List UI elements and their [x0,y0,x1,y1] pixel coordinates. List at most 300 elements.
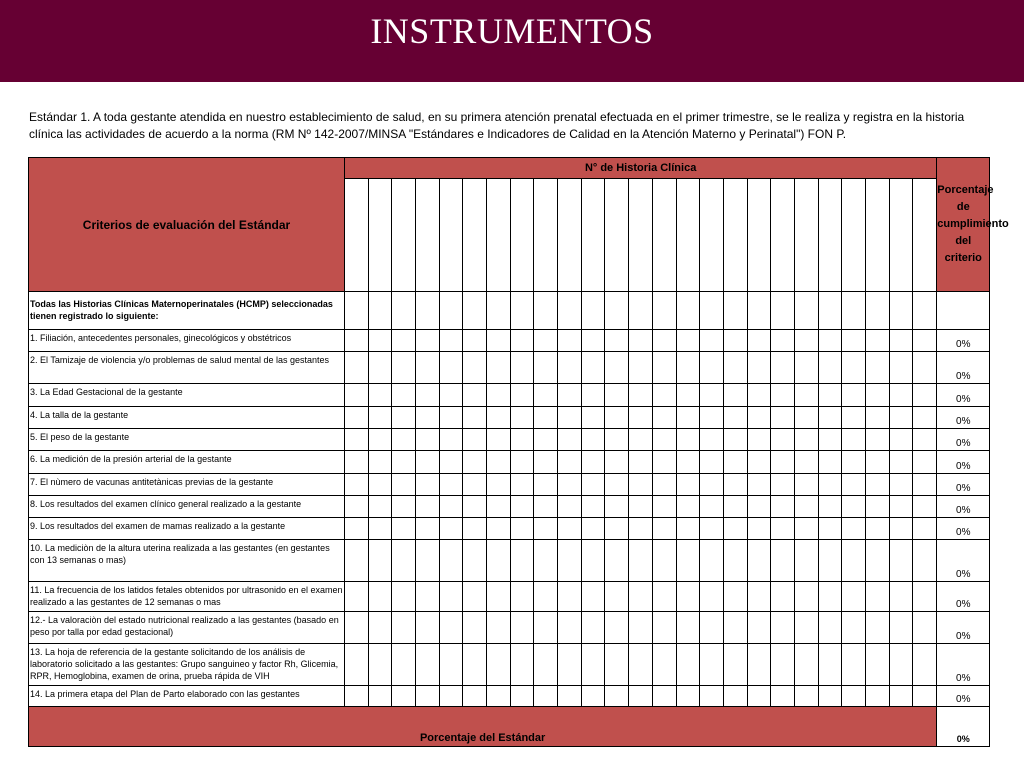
history-check-cell[interactable] [582,540,605,582]
history-check-cell[interactable] [487,582,511,612]
history-check-cell[interactable] [748,540,771,582]
history-check-cell[interactable] [748,644,771,686]
history-check-cell[interactable] [558,292,582,330]
history-check-cell[interactable] [890,451,913,474]
history-check-cell[interactable] [369,612,392,644]
history-check-cell[interactable] [534,407,558,429]
history-check-cell[interactable] [582,518,605,540]
history-check-cell[interactable] [700,451,724,474]
history-check-cell[interactable] [866,451,890,474]
history-check-cell[interactable] [463,407,487,429]
history-check-cell[interactable] [700,384,724,407]
history-check-cell[interactable] [724,644,748,686]
history-number-cell[interactable] [819,179,842,292]
history-check-cell[interactable] [605,644,629,686]
history-number-cell[interactable] [605,179,629,292]
history-check-cell[interactable] [605,582,629,612]
history-check-cell[interactable] [487,451,511,474]
history-check-cell[interactable] [558,352,582,384]
history-check-cell[interactable] [558,474,582,496]
history-check-cell[interactable] [534,292,558,330]
history-check-cell[interactable] [534,612,558,644]
history-number-cell[interactable] [440,179,463,292]
history-check-cell[interactable] [795,451,819,474]
history-check-cell[interactable] [866,384,890,407]
history-check-cell[interactable] [440,582,463,612]
history-check-cell[interactable] [724,384,748,407]
history-check-cell[interactable] [819,407,842,429]
history-check-cell[interactable] [795,644,819,686]
history-check-cell[interactable] [487,352,511,384]
history-check-cell[interactable] [913,540,937,582]
history-check-cell[interactable] [724,496,748,518]
history-check-cell[interactable] [890,352,913,384]
history-check-cell[interactable] [534,384,558,407]
history-check-cell[interactable] [534,496,558,518]
history-check-cell[interactable] [653,612,677,644]
history-check-cell[interactable] [748,474,771,496]
history-check-cell[interactable] [558,330,582,352]
history-check-cell[interactable] [392,292,416,330]
history-check-cell[interactable] [629,352,653,384]
history-check-cell[interactable] [345,292,369,330]
history-check-cell[interactable] [629,686,653,707]
history-number-cell[interactable] [700,179,724,292]
history-check-cell[interactable] [511,352,534,384]
history-check-cell[interactable] [653,292,677,330]
history-check-cell[interactable] [913,292,937,330]
history-check-cell[interactable] [558,644,582,686]
history-check-cell[interactable] [629,540,653,582]
history-check-cell[interactable] [345,644,369,686]
history-check-cell[interactable] [842,540,866,582]
history-check-cell[interactable] [677,330,700,352]
history-check-cell[interactable] [677,352,700,384]
history-check-cell[interactable] [771,407,795,429]
history-check-cell[interactable] [463,474,487,496]
history-check-cell[interactable] [795,407,819,429]
history-number-cell[interactable] [416,179,440,292]
history-check-cell[interactable] [842,644,866,686]
history-check-cell[interactable] [534,330,558,352]
history-check-cell[interactable] [653,582,677,612]
history-check-cell[interactable] [677,540,700,582]
history-check-cell[interactable] [748,496,771,518]
history-check-cell[interactable] [890,518,913,540]
history-check-cell[interactable] [345,352,369,384]
history-check-cell[interactable] [842,582,866,612]
history-check-cell[interactable] [677,496,700,518]
history-check-cell[interactable] [913,612,937,644]
history-number-cell[interactable] [748,179,771,292]
history-check-cell[interactable] [700,407,724,429]
history-check-cell[interactable] [653,496,677,518]
history-check-cell[interactable] [724,407,748,429]
history-check-cell[interactable] [463,451,487,474]
history-check-cell[interactable] [724,451,748,474]
history-check-cell[interactable] [605,518,629,540]
history-check-cell[interactable] [795,518,819,540]
history-check-cell[interactable] [771,330,795,352]
history-check-cell[interactable] [653,518,677,540]
history-check-cell[interactable] [724,352,748,384]
history-check-cell[interactable] [392,540,416,582]
history-check-cell[interactable] [392,644,416,686]
history-number-cell[interactable] [511,179,534,292]
history-check-cell[interactable] [866,352,890,384]
history-check-cell[interactable] [345,407,369,429]
history-check-cell[interactable] [605,451,629,474]
history-number-cell[interactable] [369,179,392,292]
history-check-cell[interactable] [677,451,700,474]
history-check-cell[interactable] [700,429,724,451]
history-check-cell[interactable] [866,429,890,451]
history-check-cell[interactable] [511,474,534,496]
history-check-cell[interactable] [913,582,937,612]
history-check-cell[interactable] [369,330,392,352]
history-number-cell[interactable] [582,179,605,292]
history-number-cell[interactable] [392,179,416,292]
history-check-cell[interactable] [866,686,890,707]
history-check-cell[interactable] [440,540,463,582]
history-check-cell[interactable] [345,686,369,707]
history-check-cell[interactable] [748,384,771,407]
history-check-cell[interactable] [724,686,748,707]
history-check-cell[interactable] [369,518,392,540]
history-check-cell[interactable] [605,352,629,384]
history-check-cell[interactable] [819,292,842,330]
history-check-cell[interactable] [463,612,487,644]
history-check-cell[interactable] [392,474,416,496]
history-check-cell[interactable] [369,451,392,474]
history-check-cell[interactable] [629,292,653,330]
history-check-cell[interactable] [605,407,629,429]
history-check-cell[interactable] [819,612,842,644]
history-check-cell[interactable] [369,384,392,407]
history-check-cell[interactable] [795,384,819,407]
history-check-cell[interactable] [653,407,677,429]
history-check-cell[interactable] [890,582,913,612]
history-check-cell[interactable] [913,451,937,474]
history-check-cell[interactable] [653,330,677,352]
history-check-cell[interactable] [534,429,558,451]
history-check-cell[interactable] [819,686,842,707]
history-check-cell[interactable] [534,644,558,686]
history-check-cell[interactable] [677,429,700,451]
history-check-cell[interactable] [890,474,913,496]
history-check-cell[interactable] [416,384,440,407]
history-check-cell[interactable] [677,384,700,407]
history-check-cell[interactable] [819,352,842,384]
history-check-cell[interactable] [771,496,795,518]
history-check-cell[interactable] [771,384,795,407]
history-check-cell[interactable] [913,384,937,407]
history-check-cell[interactable] [653,352,677,384]
history-check-cell[interactable] [866,518,890,540]
history-check-cell[interactable] [369,540,392,582]
history-check-cell[interactable] [819,429,842,451]
history-check-cell[interactable] [700,292,724,330]
history-check-cell[interactable] [819,330,842,352]
history-check-cell[interactable] [771,429,795,451]
history-check-cell[interactable] [392,352,416,384]
history-check-cell[interactable] [842,407,866,429]
history-check-cell[interactable] [653,644,677,686]
history-check-cell[interactable] [558,582,582,612]
history-check-cell[interactable] [890,612,913,644]
history-check-cell[interactable] [842,429,866,451]
history-check-cell[interactable] [392,496,416,518]
history-check-cell[interactable] [842,496,866,518]
history-check-cell[interactable] [463,429,487,451]
history-number-cell[interactable] [866,179,890,292]
history-check-cell[interactable] [558,407,582,429]
history-check-cell[interactable] [487,407,511,429]
history-check-cell[interactable] [819,540,842,582]
history-check-cell[interactable] [369,429,392,451]
history-check-cell[interactable] [629,384,653,407]
history-check-cell[interactable] [771,474,795,496]
history-check-cell[interactable] [629,644,653,686]
history-check-cell[interactable] [748,686,771,707]
history-check-cell[interactable] [866,612,890,644]
history-check-cell[interactable] [771,451,795,474]
history-check-cell[interactable] [913,330,937,352]
history-check-cell[interactable] [416,330,440,352]
history-check-cell[interactable] [771,292,795,330]
history-check-cell[interactable] [440,384,463,407]
history-check-cell[interactable] [653,451,677,474]
history-check-cell[interactable] [558,518,582,540]
history-check-cell[interactable] [748,352,771,384]
history-check-cell[interactable] [582,451,605,474]
history-check-cell[interactable] [511,612,534,644]
history-check-cell[interactable] [511,292,534,330]
history-check-cell[interactable] [795,352,819,384]
history-check-cell[interactable] [392,612,416,644]
history-check-cell[interactable] [842,451,866,474]
history-check-cell[interactable] [392,518,416,540]
history-check-cell[interactable] [511,451,534,474]
history-check-cell[interactable] [890,292,913,330]
history-check-cell[interactable] [558,686,582,707]
history-check-cell[interactable] [605,429,629,451]
history-check-cell[interactable] [866,496,890,518]
history-check-cell[interactable] [369,496,392,518]
history-check-cell[interactable] [795,612,819,644]
history-check-cell[interactable] [866,407,890,429]
history-check-cell[interactable] [416,474,440,496]
history-check-cell[interactable] [700,352,724,384]
history-check-cell[interactable] [534,540,558,582]
history-check-cell[interactable] [582,330,605,352]
history-check-cell[interactable] [842,352,866,384]
history-check-cell[interactable] [534,582,558,612]
history-check-cell[interactable] [463,686,487,707]
history-check-cell[interactable] [511,582,534,612]
history-number-cell[interactable] [913,179,937,292]
history-check-cell[interactable] [369,352,392,384]
history-check-cell[interactable] [700,518,724,540]
history-check-cell[interactable] [771,686,795,707]
history-check-cell[interactable] [369,474,392,496]
history-check-cell[interactable] [795,474,819,496]
history-check-cell[interactable] [913,352,937,384]
history-check-cell[interactable] [890,384,913,407]
history-check-cell[interactable] [558,451,582,474]
history-check-cell[interactable] [605,496,629,518]
history-check-cell[interactable] [416,407,440,429]
history-check-cell[interactable] [677,686,700,707]
history-check-cell[interactable] [392,686,416,707]
history-check-cell[interactable] [511,407,534,429]
history-check-cell[interactable] [345,496,369,518]
history-check-cell[interactable] [345,540,369,582]
history-check-cell[interactable] [890,644,913,686]
history-check-cell[interactable] [440,330,463,352]
history-check-cell[interactable] [819,496,842,518]
history-check-cell[interactable] [392,429,416,451]
history-check-cell[interactable] [913,407,937,429]
history-check-cell[interactable] [416,582,440,612]
history-check-cell[interactable] [416,352,440,384]
history-check-cell[interactable] [416,496,440,518]
history-check-cell[interactable] [724,540,748,582]
history-check-cell[interactable] [392,384,416,407]
history-check-cell[interactable] [511,686,534,707]
history-check-cell[interactable] [345,451,369,474]
history-check-cell[interactable] [511,330,534,352]
history-check-cell[interactable] [582,407,605,429]
history-number-cell[interactable] [487,179,511,292]
history-check-cell[interactable] [345,612,369,644]
history-check-cell[interactable] [890,686,913,707]
history-check-cell[interactable] [653,429,677,451]
history-check-cell[interactable] [629,612,653,644]
history-check-cell[interactable] [795,686,819,707]
history-check-cell[interactable] [392,407,416,429]
history-check-cell[interactable] [795,540,819,582]
history-check-cell[interactable] [819,384,842,407]
history-check-cell[interactable] [582,429,605,451]
history-check-cell[interactable] [771,540,795,582]
history-check-cell[interactable] [487,518,511,540]
history-check-cell[interactable] [866,540,890,582]
history-check-cell[interactable] [653,686,677,707]
history-check-cell[interactable] [819,644,842,686]
history-check-cell[interactable] [795,330,819,352]
history-check-cell[interactable] [511,429,534,451]
history-check-cell[interactable] [582,352,605,384]
history-check-cell[interactable] [487,474,511,496]
history-check-cell[interactable] [440,644,463,686]
history-check-cell[interactable] [582,384,605,407]
history-check-cell[interactable] [724,292,748,330]
history-check-cell[interactable] [440,474,463,496]
history-check-cell[interactable] [700,686,724,707]
history-check-cell[interactable] [890,407,913,429]
history-check-cell[interactable] [842,330,866,352]
history-check-cell[interactable] [582,612,605,644]
history-check-cell[interactable] [700,330,724,352]
history-check-cell[interactable] [913,518,937,540]
history-check-cell[interactable] [913,686,937,707]
history-check-cell[interactable] [629,330,653,352]
history-check-cell[interactable] [582,582,605,612]
history-check-cell[interactable] [463,384,487,407]
history-check-cell[interactable] [416,429,440,451]
history-check-cell[interactable] [392,582,416,612]
history-check-cell[interactable] [534,686,558,707]
history-check-cell[interactable] [890,540,913,582]
history-check-cell[interactable] [440,407,463,429]
history-check-cell[interactable] [605,540,629,582]
history-check-cell[interactable] [582,474,605,496]
history-check-cell[interactable] [748,612,771,644]
history-check-cell[interactable] [440,352,463,384]
history-check-cell[interactable] [866,474,890,496]
history-check-cell[interactable] [369,292,392,330]
history-check-cell[interactable] [605,330,629,352]
history-check-cell[interactable] [369,686,392,707]
history-check-cell[interactable] [629,429,653,451]
history-check-cell[interactable] [677,582,700,612]
history-check-cell[interactable] [866,582,890,612]
history-check-cell[interactable] [511,496,534,518]
history-check-cell[interactable] [748,429,771,451]
history-check-cell[interactable] [795,292,819,330]
history-check-cell[interactable] [748,518,771,540]
history-check-cell[interactable] [369,407,392,429]
history-check-cell[interactable] [866,330,890,352]
history-check-cell[interactable] [819,474,842,496]
history-check-cell[interactable] [582,644,605,686]
history-check-cell[interactable] [345,384,369,407]
history-check-cell[interactable] [605,292,629,330]
history-check-cell[interactable] [724,582,748,612]
history-check-cell[interactable] [582,496,605,518]
history-check-cell[interactable] [890,330,913,352]
history-check-cell[interactable] [913,474,937,496]
history-check-cell[interactable] [795,429,819,451]
history-check-cell[interactable] [890,429,913,451]
history-check-cell[interactable] [416,540,440,582]
history-check-cell[interactable] [700,474,724,496]
history-check-cell[interactable] [629,451,653,474]
history-check-cell[interactable] [724,429,748,451]
history-check-cell[interactable] [700,540,724,582]
history-check-cell[interactable] [629,518,653,540]
history-check-cell[interactable] [416,612,440,644]
history-check-cell[interactable] [440,429,463,451]
history-number-cell[interactable] [795,179,819,292]
history-check-cell[interactable] [677,612,700,644]
history-number-cell[interactable] [653,179,677,292]
history-check-cell[interactable] [677,474,700,496]
history-check-cell[interactable] [842,292,866,330]
history-check-cell[interactable] [534,451,558,474]
history-number-cell[interactable] [345,179,369,292]
history-check-cell[interactable] [534,518,558,540]
history-check-cell[interactable] [677,518,700,540]
history-check-cell[interactable] [605,474,629,496]
history-check-cell[interactable] [771,644,795,686]
history-check-cell[interactable] [629,582,653,612]
history-check-cell[interactable] [605,384,629,407]
history-check-cell[interactable] [724,518,748,540]
history-check-cell[interactable] [440,451,463,474]
history-check-cell[interactable] [866,292,890,330]
